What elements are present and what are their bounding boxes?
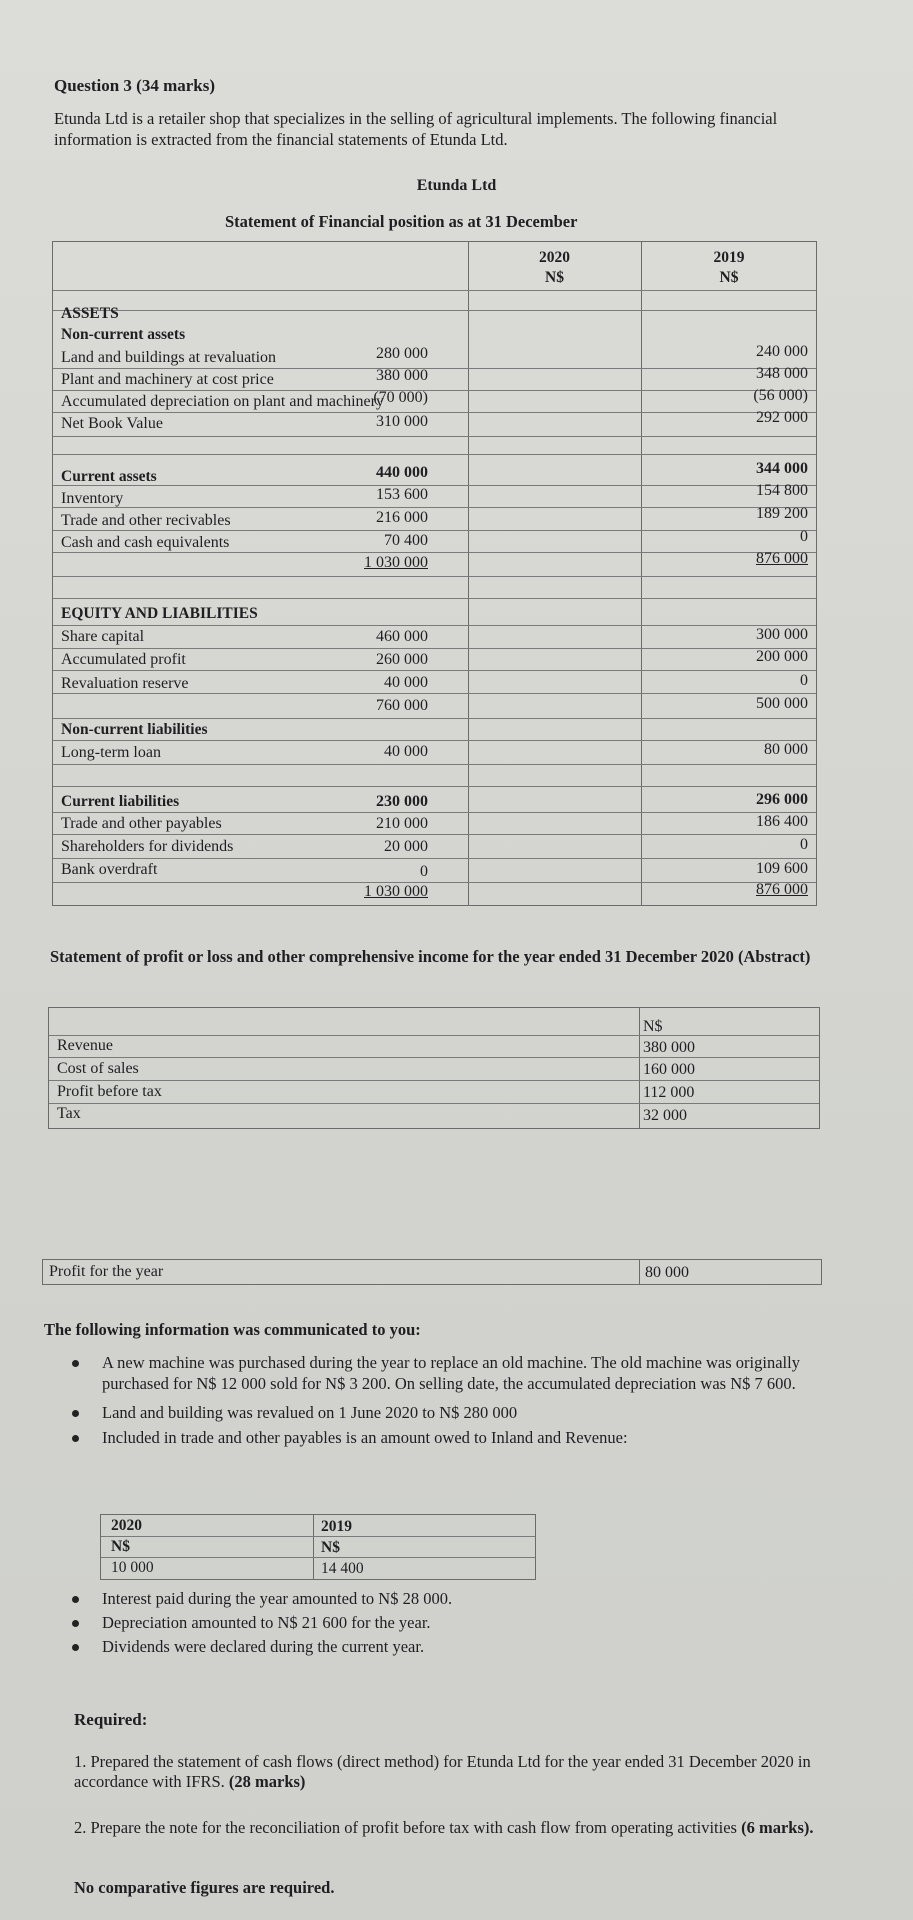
value-2019: (56 000): [753, 387, 808, 404]
bullet-item: [70, 1636, 830, 1657]
value-2019: 240 000: [756, 343, 808, 360]
value-2020: 20 000: [384, 838, 428, 855]
row-label: Revaluation reserve: [61, 675, 189, 692]
pl-row-label: Revenue: [57, 1037, 113, 1054]
total-assets-2020: 1 030 000: [364, 554, 428, 571]
value-2019: 0: [800, 528, 808, 545]
row-label: Accumulated depreciation on plant and machinery: [61, 393, 384, 410]
row-line: [53, 412, 816, 413]
row-line: [53, 436, 816, 437]
row-line: [53, 485, 816, 486]
row-line: [49, 1035, 819, 1036]
pl-table: [48, 1007, 820, 1129]
col-2020-header: 2020: [539, 249, 570, 266]
bullet-text: A new machine was purchased during the year to replace an old machine. The old machine was originally purchased for N$ 12 000 sold for N$ 3 200. On selling date, the accumulated depreciation was N$ 7 600.: [102, 1353, 800, 1393]
row-line: [53, 576, 816, 577]
column-divider: [468, 242, 469, 905]
row-line: [101, 1536, 535, 1537]
current-liabilities-heading: Current liabilities: [61, 793, 180, 810]
col-2019-header: 2019: [713, 249, 745, 266]
row-line: [53, 290, 816, 291]
tax-value-2019: 14 400: [321, 1560, 364, 1577]
requirement-1: [74, 1752, 834, 1792]
row-line: [53, 507, 816, 508]
row-label: Inventory: [61, 490, 124, 507]
bullet-dot-icon: [72, 1360, 79, 1367]
column-divider: [313, 1515, 314, 1579]
info-title: The following information was communicated to you:: [44, 1320, 421, 1339]
column-divider: [639, 1260, 640, 1284]
row-line: [53, 786, 816, 787]
value-2020: 380 000: [376, 367, 428, 384]
pl-row-value: 112 000: [643, 1084, 695, 1101]
value-2019: 189 200: [756, 505, 808, 522]
value-2019: 296 000: [756, 791, 808, 808]
tax-value-2020: 10 000: [111, 1559, 154, 1576]
row-label: Shareholders for dividends: [61, 838, 234, 855]
value-2019: 80 000: [764, 741, 808, 758]
row-line: [53, 625, 816, 626]
value-2019: 200 000: [756, 648, 808, 665]
row-line: [53, 740, 816, 741]
assets-heading: ASSETS: [61, 305, 119, 322]
bullet-dot-icon: [72, 1435, 79, 1442]
value-2019: 292 000: [756, 409, 808, 426]
row-line: [53, 882, 816, 883]
pl-row-value: 160 000: [643, 1061, 695, 1078]
row-label: Net Book Value: [61, 415, 163, 432]
sofp-table: [52, 241, 817, 906]
bullet-dot-icon: [72, 1596, 79, 1603]
row-line: [53, 390, 816, 391]
total-assets-2019: 876 000: [756, 550, 808, 567]
total-liabilities-2019: 876 000: [756, 881, 808, 898]
pl-row-value: 380 000: [643, 1039, 695, 1056]
bullet-dot-icon: [72, 1410, 79, 1417]
noncurrent-liabilities-heading: Non-current liabilities: [61, 721, 208, 738]
current-assets-heading: Current assets: [61, 468, 157, 485]
value-2019: 0: [800, 672, 808, 689]
value-2019: 300 000: [756, 626, 808, 643]
value-2020: 40 000: [384, 743, 428, 760]
value-2019: 348 000: [756, 365, 808, 382]
value-2020: 460 000: [376, 628, 428, 645]
row-line: [53, 552, 816, 553]
row-line: [53, 368, 816, 369]
bullet-item: [70, 1402, 830, 1423]
bullet-dot-icon: [72, 1644, 79, 1651]
row-line: [49, 1080, 819, 1081]
row-line: [49, 1057, 819, 1058]
row-line: [101, 1557, 535, 1558]
no-comparative-note: No comparative figures are required.: [74, 1878, 335, 1897]
bullet-item: [70, 1612, 830, 1633]
value-2020: 310 000: [376, 413, 428, 430]
row-line: [53, 718, 816, 719]
info-bullets-continued: [70, 1588, 830, 1663]
pl-row-label: Profit before tax: [57, 1083, 162, 1100]
row-line: [53, 530, 816, 531]
row-label: Cash and cash equivalents: [61, 534, 230, 551]
row-line: [53, 764, 816, 765]
noncurrent-assets-heading: Non-current assets: [61, 326, 186, 343]
col-2020-currency: N$: [545, 269, 564, 286]
bullet-dot-icon: [72, 1620, 79, 1627]
total-equity-2020: 760 000: [376, 697, 428, 714]
total-liabilities-2020: 1 030 000: [364, 883, 428, 900]
row-label: Bank overdraft: [61, 861, 158, 878]
value-2020: 440 000: [376, 464, 428, 481]
question-title: Question 3 (34 marks): [54, 76, 216, 95]
required-heading: Required:: [74, 1710, 148, 1729]
bullet-text: Depreciation amounted to N$ 21 600 for the year.: [102, 1613, 431, 1632]
tax-currency-2019: N$: [321, 1539, 340, 1556]
equity-liabilities-heading: EQUITY AND LIABILITIES: [61, 605, 258, 622]
value-2020: 280 000: [376, 345, 428, 362]
tax-year-2019: 2019: [321, 1518, 352, 1535]
tax-owed-table: [100, 1514, 536, 1580]
bullet-text: Interest paid during the year amounted to N$ 28 000.: [102, 1589, 453, 1608]
pl-row-label: Cost of sales: [57, 1060, 139, 1077]
requirement-2-marks: (6 marks).: [741, 1818, 814, 1837]
pl-row-value: 32 000: [643, 1107, 687, 1124]
value-2019: 344 000: [756, 460, 808, 477]
bullet-text: Included in trade and other payables is an amount owed to Inland and Revenue:: [102, 1428, 628, 1447]
row-label: Accumulated profit: [61, 651, 186, 668]
value-2020: 216 000: [376, 509, 428, 526]
row-line: [53, 598, 816, 599]
value-2019: 154 800: [756, 482, 808, 499]
column-divider: [639, 1008, 640, 1128]
info-bullets: [70, 1352, 830, 1454]
pl-title: Statement of profit or loss and other comprehensive income for the year ended 31 December 2020 (Abstract): [50, 947, 811, 966]
requirement-1-marks: (28 marks): [228, 1772, 306, 1791]
requirement-1-text: 1. Prepared the statement of cash flows (direct method) for Etunda Ltd for the year ended 31 December 2020 in accordance with IFRS.: [74, 1752, 811, 1791]
row-line: [53, 648, 816, 649]
pl-row-label: Tax: [57, 1105, 81, 1122]
row-label: Long-term loan: [61, 744, 161, 761]
value-2019: 0: [800, 836, 808, 853]
value-2019: 186 400: [756, 813, 808, 830]
value-2019: 109 600: [756, 860, 808, 877]
value-2020: 230 000: [376, 793, 428, 810]
row-label: Trade and other recivables: [61, 512, 231, 529]
value-2020: 260 000: [376, 651, 428, 668]
total-equity-2019: 500 000: [756, 695, 808, 712]
value-2020: (70 000): [373, 389, 428, 406]
bullet-text: Land and building was revalued on 1 June 2020 to N$ 280 000: [102, 1403, 518, 1422]
value-2020: 0: [420, 863, 428, 880]
bullet-item: [70, 1588, 830, 1609]
row-line: [53, 670, 816, 671]
row-label: Plant and machinery at cost price: [61, 371, 274, 388]
requirement-2: [74, 1818, 834, 1838]
row-label: Share capital: [61, 628, 145, 645]
bullet-item: [70, 1352, 830, 1394]
value-2020: 70 400: [384, 532, 428, 549]
row-line: [53, 858, 816, 859]
intro-text: Etunda Ltd is a retailer shop that specializes in the selling of agricultural implements. The following financial information is extracted from the financial statements of Etunda Ltd.: [54, 109, 778, 149]
row-line: [53, 454, 816, 455]
requirement-2-text: 2. Prepare the note for the reconciliation of profit before tax with cash flow from operating activities: [74, 1818, 737, 1837]
tax-currency-2020: N$: [111, 1538, 130, 1555]
bullet-item: [70, 1427, 830, 1448]
row-line: [53, 310, 816, 311]
pl-currency: N$: [643, 1018, 663, 1035]
value-2020: 153 600: [376, 486, 428, 503]
col-2019-currency: N$: [719, 269, 739, 286]
profit-value: 80 000: [645, 1264, 689, 1281]
profit-label: Profit for the year: [49, 1263, 164, 1280]
row-label: Land and buildings at revaluation: [61, 349, 277, 366]
row-line: [49, 1103, 819, 1104]
column-divider: [641, 242, 642, 905]
value-2020: 210 000: [376, 815, 428, 832]
row-line: [53, 693, 816, 694]
row-line: [53, 812, 816, 813]
bullet-text: Dividends were declared during the current year.: [102, 1637, 425, 1656]
sofp-title: Statement of Financial position as at 31 December: [225, 212, 578, 231]
value-2020: 40 000: [384, 674, 428, 691]
profit-for-year-row: [42, 1259, 822, 1285]
row-line: [53, 834, 816, 835]
company-name: Etunda Ltd: [416, 177, 497, 194]
tax-year-2020: 2020: [111, 1517, 142, 1534]
row-label: Trade and other payables: [61, 815, 222, 832]
